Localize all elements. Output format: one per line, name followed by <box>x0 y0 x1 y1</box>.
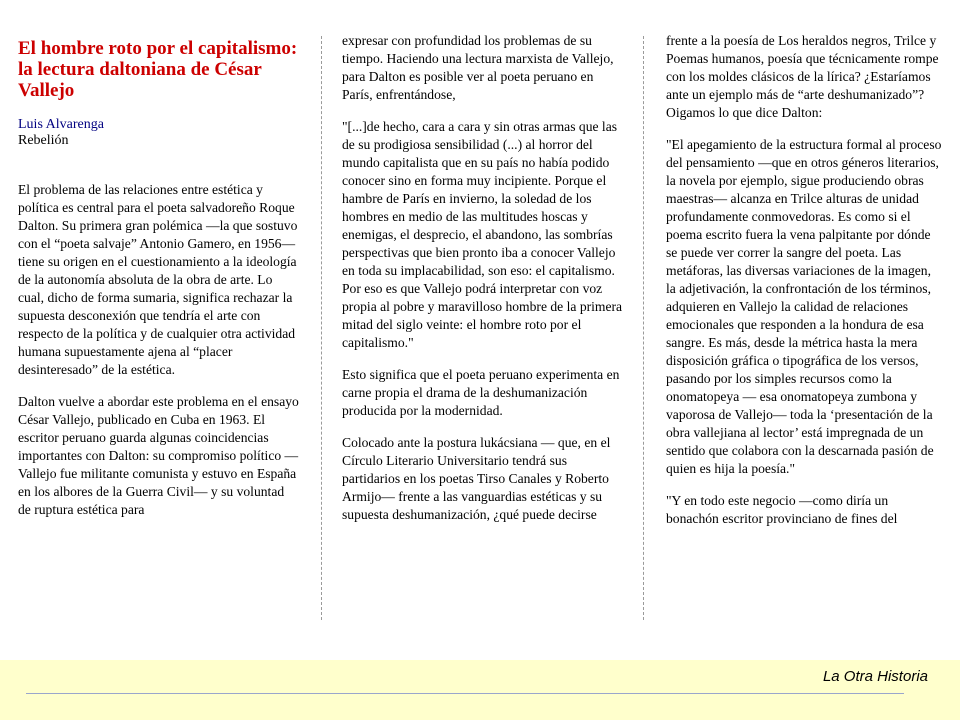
paragraph: expresar con profundidad los problemas de su tiempo. Haciendo una lectura marxista de Vallejo, para Dalton es posible ver al poeta peruano en París, enfrentándose, <box>342 33 614 102</box>
column-3 <box>666 32 944 542</box>
paragraph: "Y en todo este negocio —como diría un bonachón escritor provinciano de fines del <box>666 493 898 526</box>
paragraph: Colocado ante la postura lukácsiana — que, en el Círculo Literario Universitario tendrá sus partidarios en los poetas Tirso Canales y Roberto Armijo— frente a las vanguardias estéticas y su supuesta deshumanización, ¿qué puede decirse <box>342 435 611 522</box>
column-divider <box>643 36 644 620</box>
footer-label: La Otra Historia <box>822 668 928 685</box>
paragraph: "[...]de hecho, cara a cara y sin otras armas que las de su prodigiosa sensibilidad (...) al horror del mundo capitalista que en su país no había podido conocer sino en forma muy incipiente. Porque el hambre de París en invierno, la soledad de los hombres en medio de las multitudes hoscas y enemigas, el desprecio, el abandono, las sombrías perspectivas que bien pronto iba a conocer Vallejo en toda su implacabilidad, son eso: el capitalismo. Por eso es que Vallejo podrá interpretar con voz propia al pobre y maravilloso hombre de la primera mitad del siglo veinte: el hombre roto por el capitalismo." <box>342 119 623 350</box>
paragraph: frente a la poesía de Los heraldos negros, Trilce y Poemas humanos, poesía que técnicamente rompe con los moldes clásicos de la lírica? ¿Estaríamos ante un ejemplo más de “arte deshumanizado”? Oigamos lo que dice Dalton: <box>666 33 939 120</box>
footer-bar <box>0 660 960 720</box>
footer-divider <box>26 693 904 694</box>
article-author: Luis Alvarenga <box>18 117 104 132</box>
column-2 <box>342 32 626 538</box>
article-source: Rebelión <box>18 133 69 148</box>
paragraph: Dalton vuelve a abordar este problema en el ensayo César Vallejo, publicado en Cuba en 1963. El escritor peruano guarda algunas coincidencias importantes con Dalton: su compromiso político —Vallejo fue militante comunista y estuvo en España en los albores de la Guerra Civil— y su voluntad de ruptura estética para <box>18 394 299 517</box>
column-divider <box>321 36 322 620</box>
paragraph: Esto significa que el poeta peruano experimenta en carne propia el drama de la deshumanización producida por la modernidad. <box>342 367 620 418</box>
paragraph: El problema de las relaciones entre estética y política es central para el poeta salvadoreño Roque Dalton. Su primera gran polémica —la que sostuvo con el “poeta salvaje” Antonio Gamero, en 1956— tiene su origen en el cuestionamiento a la ideología de la autonomía absoluta de la obra de arte. Lo cual, dicho de forma sumaria, significa rechazar la supuesta desconexión que tendría el arte con respecto de la política y de cualquier otra actividad humana supuestamente ajena al “placer desinteresado” de la estética. <box>18 182 298 377</box>
paragraph: "El apegamiento de la estructura formal al proceso del pensamiento —que en otros géneros literarios, la novela por ejemplo, sigue produciendo obras maestras— alcanza en Trilce alturas de unidad profundamente conmovedoras. Es como si el poema escrito fuera la vena palpitante por dónde se puede ver correr la sangre del poeta. Las metáforas, las diversas variaciones de la imagen, la adjetivación, la confrontación de los términos, adquieren en Vallejo la calidad de relaciones emocionales que responden a la hondura de esa sangre. Es más, desde la métrica hasta la mera disposición gráfica o tipográfica de los versos, pasando por los simples recursos como la onomatopeya — esa onomatopeya zumbona y vaporosa de Vallejo— toda la ‘presentación de la obra vallejiana al lector’ está impregnada de un sentido que colabora con la descarnada pasión de quien es hija la poesía." <box>666 137 942 476</box>
column-1 <box>18 32 300 533</box>
article-title: El hombre roto por el capitalismo: la lectura daltoniana de César Vallejo <box>18 38 298 101</box>
